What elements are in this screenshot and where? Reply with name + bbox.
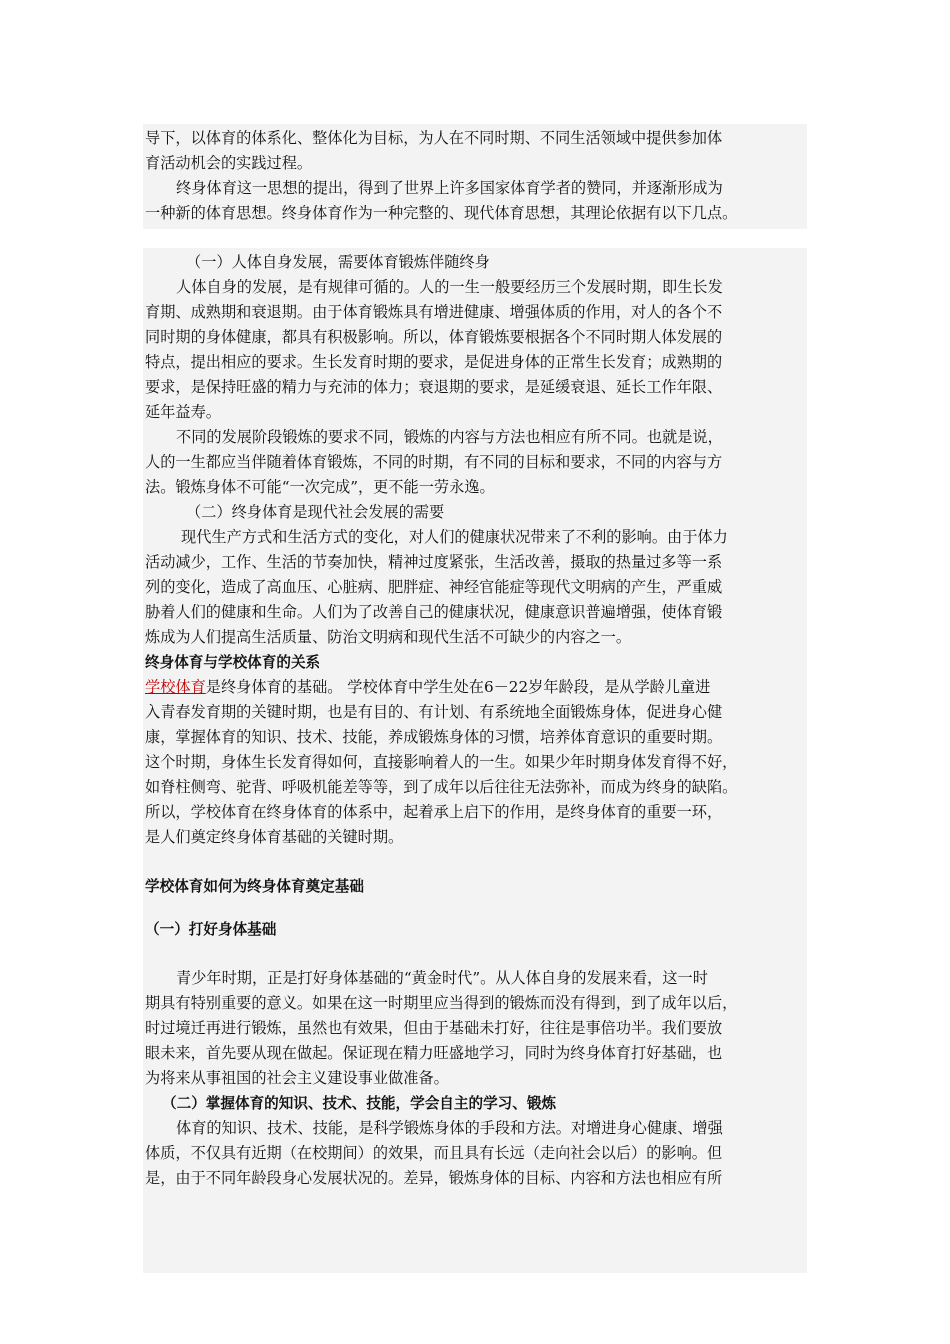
heading-foundation-2: （二）掌握体育的知识、技术、技能，学会自主的学习、锻炼 — [162, 1095, 557, 1112]
paragraph-line: 青少年时期，正是打好身体基础的“黄金时代”。从人体自身的发展来看，这一时 — [176, 969, 708, 987]
paragraph-line: 活动减少，工作、生活的节奏加快，精神过度紧张，生活改善，摄取的热量过多等一系 — [145, 553, 723, 571]
paragraph-line: 人的一生都应当伴随着体育锻炼，不同的时期，有不同的目标和要求，不同的内容与方 — [145, 453, 723, 471]
paragraph-line: 期具有特别重要的意义。如果在这一时期里应当得到的锻炼而没有得到，到了成年以后， — [145, 994, 738, 1012]
paragraph-line: 是，由于不同年龄段身心发展状况的。差异，锻炼身体的目标、内容和方法也相应有所 — [145, 1169, 723, 1187]
paragraph-line — [145, 675, 805, 700]
paragraph-line: 所以，学校体育在终身体育的体系中，起着承上启下的作用，是终身体育的重要一环， — [145, 803, 723, 821]
paragraph-line: 人体自身的发展，是有规律可循的。人的一生一般要经历三个发展时期，即生长发 — [176, 278, 723, 296]
heading-foundation-1: （一）打好身体基础 — [145, 921, 277, 938]
section-heading: （一）人体自身发展，需要体育锻炼伴随终身 — [186, 253, 490, 271]
paragraph-line: 如脊柱侧弯、驼背、呼吸机能差等等，到了成年以后往往无法弥补，而成为终身的缺陷。 — [145, 778, 738, 796]
paragraph-line: 时过境迁再进行锻炼，虽然也有效果，但由于基础未打好，往往是事倍功半。我们要放 — [145, 1019, 723, 1037]
paragraph-line: 体质，不仅具有近期（在校期间）的效果，而且具有长远（走向社会以后）的影响。但 — [145, 1144, 723, 1162]
paragraph-line: 康，掌握体育的知识、技术、技能，养成锻炼身体的习惯，培养体育意识的重要时期。 — [145, 728, 723, 746]
paragraph-line: 同时期的身体健康，都具有积极影响。所以，体育锻炼要根据各个不同时期人体发展的 — [145, 328, 723, 346]
paragraph-line: 这个时期，身体生长发育得如何，直接影响着人的一生。如果少年时期身体发育得不好， — [145, 753, 738, 771]
paragraph-line: 不同的发展阶段锻炼的要求不同，锻炼的内容与方法也相应有所不同。也就是说， — [176, 428, 723, 446]
paragraph-line: 是人们奠定终身体育基础的关键时期。 — [145, 828, 404, 846]
section-heading: （二）终身体育是现代社会发展的需要 — [186, 503, 445, 521]
paragraph-line: 导下，以体育的体系化、整体化为目标，为人在不同时期、不同生活领域中提供参加体 — [145, 129, 723, 147]
paragraph-line: 育活动机会的实践过程。 — [145, 154, 313, 172]
school-pe-link[interactable]: 学校体育 — [145, 678, 206, 696]
paragraph-line: 眼未来，首先要从现在做起。保证现在精力旺盛地学习，同时为终身体育打好基础，也 — [145, 1044, 723, 1062]
paragraph-line: 育期、成熟期和衰退期。由于体育锻炼具有增进健康、增强体质的作用，对人的各个不 — [145, 303, 723, 321]
paragraph-line: 法。锻炼身体不可能“一次完成”，更不能一劳永逸。 — [145, 478, 495, 496]
paragraph-line: 为将来从事祖国的社会主义建设事业做准备。 — [145, 1069, 449, 1087]
paragraph-line: 胁着人们的健康和生命。人们为了改善自己的健康状况，健康意识普遍增强，使体育锻 — [145, 603, 723, 621]
paragraph-line: 一种新的体育思想。终身体育作为一种完整的、现代体育思想，其理论依据有以下几点。 — [145, 204, 738, 222]
heading-foundation: 学校体育如何为终身体育奠定基础 — [145, 878, 364, 895]
paragraph-line: 终身体育这一思想的提出，得到了世界上许多国家体育学者的赞同，并逐渐形成为 — [176, 179, 723, 197]
paragraph-line: 入青春发育期的关键时期，也是有目的、有计划、有系统地全面锻炼身体，促进身心健 — [145, 703, 723, 721]
paragraph-line: 延年益寿。 — [145, 403, 221, 421]
paragraph-line: 现代生产方式和生活方式的变化，对人们的健康状况带来了不利的影响。由于体力 — [181, 528, 728, 546]
paragraph-line: 炼成为人们提高生活质量、防治文明病和现代生活不可缺少的内容之一。 — [145, 628, 631, 646]
paragraph-text: 是终身体育的基础。 学校体育中学生处在6－22岁年龄段，是从学龄儿童进 — [205, 678, 711, 696]
paragraph-line: 体育的知识、技术、技能，是科学锻炼身体的手段和方法。对增进身心健康、增强 — [176, 1119, 723, 1137]
heading-relation: 终身体育与学校体育的关系 — [145, 654, 321, 671]
paragraph-line: 列的变化，造成了高血压、心脏病、肥胖症、神经官能症等现代文明病的产生，严重威 — [145, 578, 723, 596]
paragraph-line: 特点，提出相应的要求。生长发育时期的要求，是促进身体的正常生长发育；成熟期的 — [145, 353, 723, 371]
paragraph-line: 要求，是保持旺盛的精力与充沛的体力；衰退期的要求，是延缓衰退、延长工作年限、 — [145, 378, 723, 396]
